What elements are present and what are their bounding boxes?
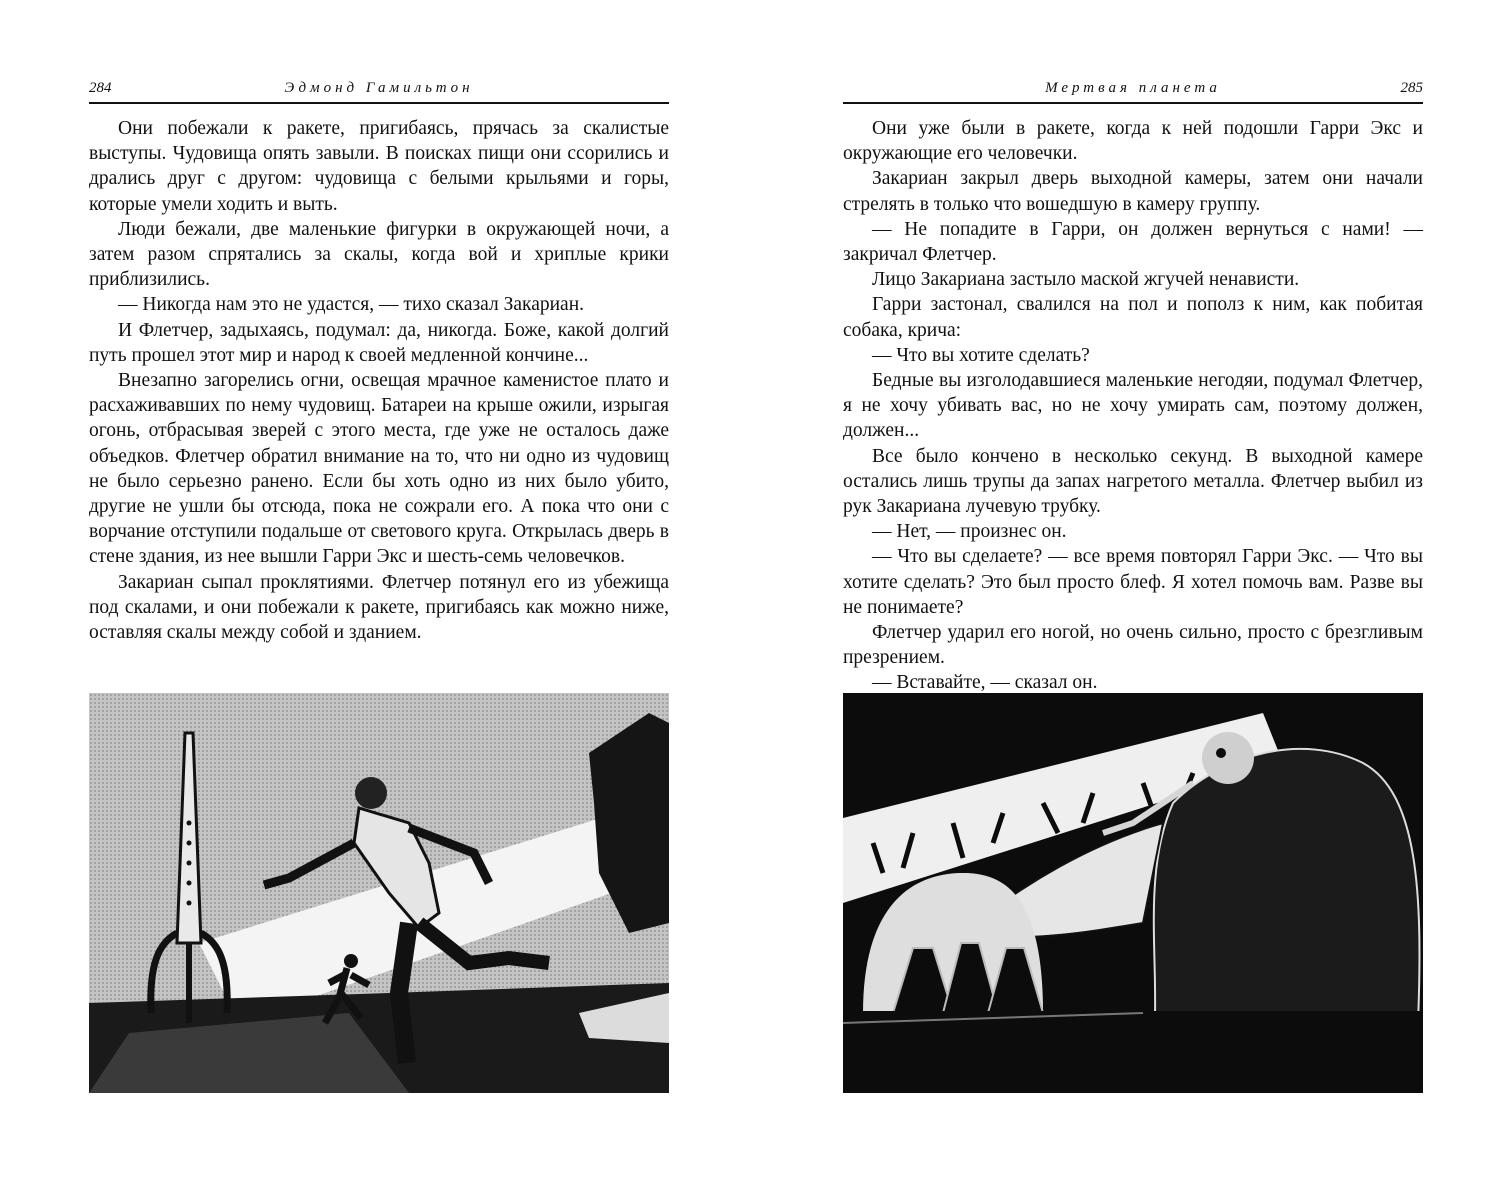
paragraph: Внезапно загорелись огни, освещая мрачное каменистое плато и расхаживавших по нему чудовищ. Батареи на крыше ожили, изрыгая огонь, отбрасывая зверей с этого места, где уже не осталось даже объедков. Флетчер обратил внимание на то, что ни одно из чудовищ не было серьезно ранено. Если бы хоть одно из них было убито, другие не ушли бы отсюда, пока не сожрали его. А пока что они с ворчание отступили подальше от светового круга. Открылась дверь в стене здания, из нее вышли Гарри Экс и шесть-семь человечков. (89, 370, 669, 568)
paragraph: Закариан сыпал проклятиями. Флетчер потянул его из убежища под скалами, и они побежали к ракете, пригибаясь как можно ниже, оставляя скалы между собой и зданием. (89, 571, 669, 644)
paragraph: Гарри застонал, свалился на пол и пополз к ним, как побитая собака, крича: (843, 294, 1423, 341)
paragraph: — Что вы хотите сделать? (872, 344, 1090, 366)
right-page (843, 78, 1423, 696)
left-page-header (89, 78, 669, 104)
paragraph: Они уже были в ракете, когда к ней подошли Гарри Экс и окружающие его человечки. (843, 118, 1423, 165)
paragraph: Лицо Закариана застыло маской жгучей ненависти. (872, 269, 1300, 291)
left-page (89, 78, 669, 645)
paragraph: Бедные вы изголодавшиеся маленькие негодяи, подумал Флетчер, я не хочу убивать вас, но не хочу умирать сам, поэтому должен, должен... (843, 370, 1423, 442)
left-running-head: Эдмонд Гамильтон (284, 80, 474, 96)
paragraph: — Не попадите в Гарри, он должен вернуться с нами! — закричал Флетчер. (843, 218, 1423, 266)
paragraph: Флетчер ударил его ногой, но очень сильно, просто с брезгливым презрением. (843, 622, 1423, 669)
rocket-running-man-illustration (89, 693, 669, 1093)
paragraph: Они побежали к ракете, пригибаясь, прячась за скалистые выступы. Чудовища опять завыли. В поисках пищи они ссорились и дрались друг с другом: чудовища с белыми крыльями и горы, которые умели ходить и выть. (89, 118, 669, 215)
paragraph: — Вставайте, — сказал он. (872, 672, 1098, 694)
right-running-head: Мертвая планета (1045, 80, 1221, 96)
right-page-number: 285 (1400, 80, 1423, 96)
creature-in-chamber-illustration (843, 693, 1423, 1093)
paragraph: Закариан закрыл дверь выходной камеры, затем они начали стрелять в только что вошедшую в камеру группу. (843, 168, 1423, 215)
paragraph: — Никогда нам это не удастся, — тихо сказал Закариан. (118, 294, 585, 316)
left-page-body (89, 116, 669, 645)
paragraph: И Флетчер, задыхаясь, подумал: да, никогда. Боже, какой долгий путь прошел этот мир и народ к своей медленной кончине... (89, 319, 669, 366)
paragraph: Люди бежали, две маленькие фигурки в окружающей ночи, а затем разом спрятались за скалы, когда вой и хриплые крики приблизились. (89, 218, 669, 291)
paragraph: Все было кончено в несколько секунд. В выходной камере остались лишь трупы да запах нагретого металла. Флетчер выбил из рук Закариана лучевую трубку. (843, 445, 1423, 518)
right-page-header (843, 78, 1423, 104)
paragraph: — Нет, — произнес он. (872, 521, 1067, 543)
left-page-number: 284 (89, 80, 112, 96)
right-page-body (843, 116, 1423, 696)
paragraph: — Что вы сделаете? — все время повторял Гарри Экс. — Что вы хотите сделать? Это был просто блеф. Я хотел помочь вам. Разве вы не понимаете? (843, 546, 1423, 618)
